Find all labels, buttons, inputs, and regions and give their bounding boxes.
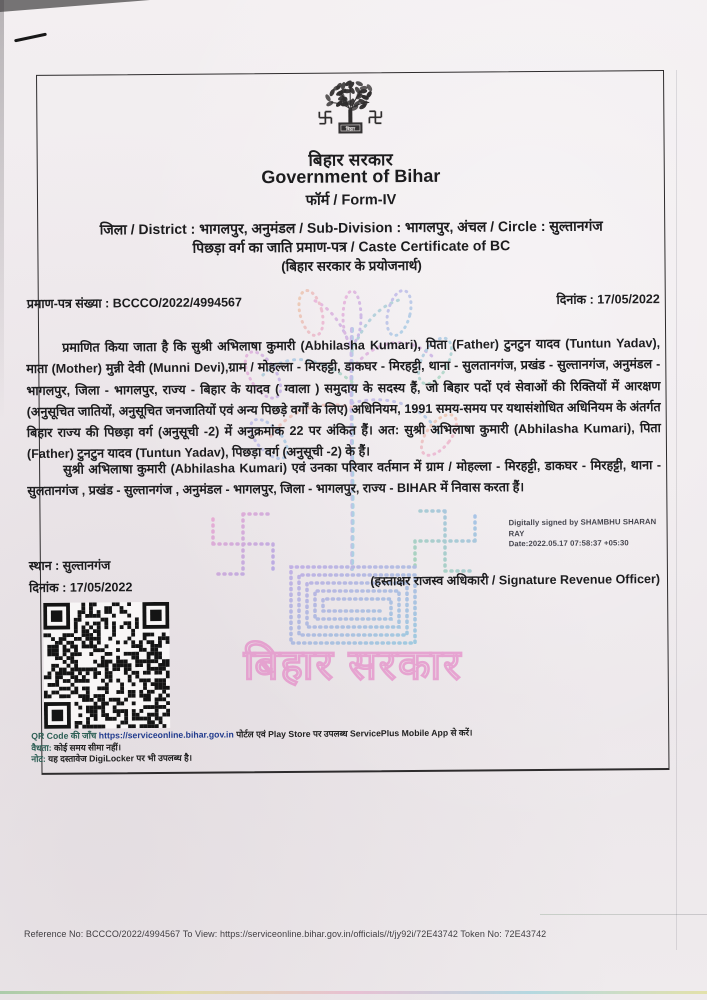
certificate-number: प्रमाण-पत्र संख्या : BCCCO/2022/4994567 bbox=[26, 295, 242, 312]
qr-verification-note: QR Code की जाँच https://serviceonline.bihar.gov.in पोर्टल एवं Play Store पर उपलब्ध ServicePlus Mobile App से करें। bbox=[31, 727, 473, 741]
government-title-english: Government of Bihar bbox=[261, 165, 441, 188]
form-number-line: फॉर्म / Form-IV bbox=[305, 192, 397, 209]
scan-artifact-corner bbox=[0, 0, 150, 12]
digital-signature-line2: Date:2022.05.17 07:58:37 +05:30 bbox=[508, 538, 629, 549]
service-portal-url: https://serviceonline.bihar.gov.in bbox=[98, 729, 234, 741]
watermark-text: बिहार सरकार bbox=[243, 641, 463, 688]
certificate-date: दिनांक : 17/05/2022 bbox=[556, 292, 660, 307]
government-title-hindi: बिहार सरकार bbox=[308, 150, 394, 170]
scan-artifact-edge-shade bbox=[0, 0, 4, 420]
bihar-government-emblem-icon bbox=[309, 76, 392, 146]
digital-signature-block bbox=[509, 517, 667, 550]
emblem-base-label: बिहार bbox=[345, 126, 356, 132]
scan-artifact-ink-mark bbox=[14, 33, 47, 43]
qr-code bbox=[43, 602, 170, 729]
emblem-swastika-right bbox=[369, 111, 381, 123]
emblem-trunk bbox=[348, 109, 352, 122]
scan-artifact-fold-line bbox=[676, 70, 677, 950]
purpose-line: (बिहार सरकार के प्रयोजनार्थ) bbox=[281, 257, 422, 275]
place-line: स्थान : सुल्तानगंज bbox=[28, 558, 111, 574]
certificate-meta-row bbox=[27, 290, 660, 312]
emblem-swastika-left bbox=[319, 112, 331, 124]
digital-signature-line1: Digitally signed by SHAMBHU SHARAN RAY bbox=[508, 517, 657, 538]
certificate-body-paragraph-2: सुश्री अभिलाषा कुमारी (Abhilasha Kumari) एवं उनका परिवार वर्तमान में ग्राम / मोहल्ला - मिरहट्टी, डाकघर - मिरहट्टी, थाना - सुलतानगंज , प्रखंड - सुल्तानगंज , अनुमंडल - भागलपुर, जिला - भागलपुर, राज्य - BIHAR में निवास करता हैं। bbox=[27, 458, 662, 499]
footer-notes bbox=[31, 726, 664, 766]
validity-note: वैधता: कोई समय सीमा नहीं। bbox=[31, 741, 122, 753]
scan-artifact-crease bbox=[540, 914, 707, 915]
digilocker-note: नोट: यह दस्तावेज DigiLocker पर भी उपलब्ध है। bbox=[31, 752, 193, 765]
district-subdivision-circle-line: जिला / District : भागलपुर, अनुमंडल / Sub-Division : भागलपुर, अंचल / Circle : सुल्तानगंज bbox=[99, 217, 603, 238]
certificate-title: पिछड़ा वर्ग का जाति प्रमाण-पत्र / Caste Certificate of BC bbox=[192, 237, 511, 256]
certificate-border-box bbox=[26, 70, 669, 775]
issue-date-line: दिनांक : 17/05/2022 bbox=[28, 580, 133, 596]
signature-officer-line: (हस्ताक्षर राजस्व अधिकारी / Signature Revenue Officer) bbox=[370, 572, 661, 589]
reference-token-line: Reference No: BCCCO/2022/4994567 To View: https://serviceonline.bihar.gov.in/officials//t/jy92i/72E43742 Token No: 72E43742 bbox=[24, 929, 547, 939]
scan-artifact-bottom-edge bbox=[0, 991, 707, 994]
certificate-body-paragraph-1: प्रमाणित किया जाता है कि सुश्री अभिलाषा कुमारी (Abhilasha Kumari), पिता (Father) टुनटुन यादव (Tuntun Yadav), माता (Mother) मुन्नी देवी (Munni Devi),ग्राम / मोहल्ला - मिरहट्टी, डाकघर - मिरहट्टी, थाना - सुलतानगंज, प्रखंड - सुल्तानगंज, अनुमंडल - भागलपुर, जिला - भागलपुर, राज्य - बिहार के यादव ( ग्वाला ) समुदाय के सदस्य हैं, जो बिहार पदों एवं सेवाओं की रिक्तियों में आरक्षण (अनुसूचित जातियों, अनुसूचित जनजातियों एवं अन्य पिछड़े वर्गों के लिए) अधिनियम, 1991 समय-समय पर यथासंशोधित अधिनियम के अंतर्गत बिहार राज्य की पिछड़ा वर्ग (अनुसूची -2) में अनुक्रमांक 22 पर अंकित हैं। अत: सुश्री अभिलाषा कुमारी (Abhilasha Kumari), पिता (Father) टुनटुन यादव (Tuntun Yadav), पिछड़ा वर्ग (अनुसूची -2) के हैं। bbox=[26, 336, 661, 462]
